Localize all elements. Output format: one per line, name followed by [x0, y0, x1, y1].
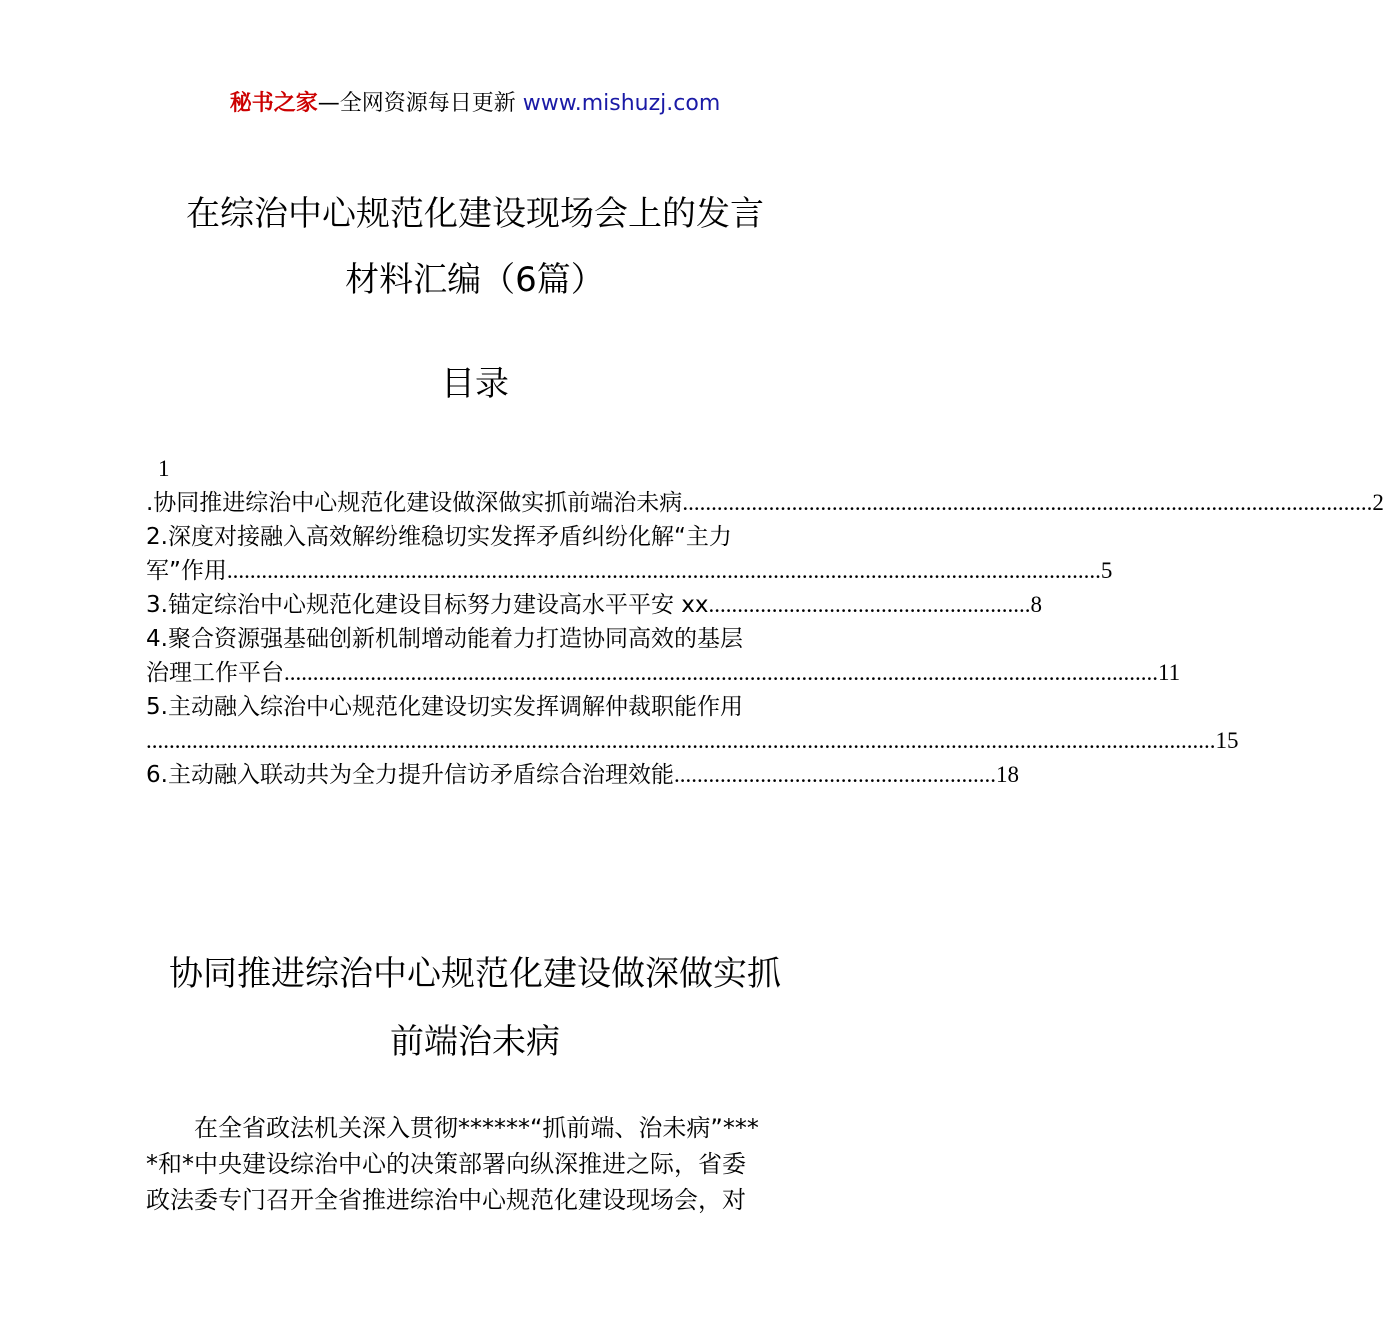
- site-url-link[interactable]: www.mishuzj.com: [522, 91, 721, 116]
- site-banner: [0, 88, 950, 120]
- toc-item-6-title: 6.主动融入联动共为全力提升信访矛盾综合治理效能: [146, 762, 674, 788]
- toc-item-1-number: 1: [158, 456, 170, 481]
- leader-dots: ........................................................................................................................: [682, 490, 1373, 515]
- leader-dots: ..........................................................................................................................................................................................: [146, 728, 1216, 753]
- leader-dots: ........................................................: [708, 592, 1031, 617]
- toc-item-4-line-2[interactable]: [146, 656, 1181, 690]
- paragraph-line-2: *和*中央建设综治中心的决策部署向纵深推进之际，省委: [146, 1150, 746, 1178]
- paragraph-line-3: 政法委专门召开全省推进综治中心规范化建设现场会，对: [146, 1186, 746, 1214]
- leader-dots: ........................................................: [673, 762, 996, 787]
- paragraph-line-1: 在全省政法机关深入贯彻******“抓前端、治未病”***: [194, 1114, 759, 1142]
- toc-item-2-page: 5: [1100, 558, 1113, 583]
- toc-item-4-page: 11: [1158, 660, 1181, 685]
- banner-tagline: —全网资源每日更新: [317, 91, 523, 116]
- toc-item-2-title-line-2: 军”作用: [146, 558, 227, 584]
- toc-item-4-line-1[interactable]: [146, 622, 806, 656]
- leader-dots: ........................................................................................................................................................: [226, 558, 1101, 583]
- toc-item-6-page: 18: [995, 762, 1019, 787]
- article-paragraph: [146, 1110, 806, 1218]
- toc-item-4-title-line-1: 4.聚合资源强基础创新机制增动能着力打造协同高效的基层: [146, 626, 743, 652]
- document-title-line-1: 在综治中心规范化建设现场会上的发言: [186, 194, 764, 234]
- toc-item-1[interactable]: [146, 486, 1384, 520]
- article-title-line-1: 协同推进综治中心规范化建设做深做实抓: [169, 954, 781, 994]
- leader-dots: ........................................................................................................................................................: [284, 660, 1158, 685]
- toc-item-2-title-line-1: 2.深度对接融入高效解纷维稳切实发挥矛盾纠纷化解“主力: [146, 524, 732, 550]
- toc-item-4-title-line-2: 治理工作平台: [146, 660, 284, 686]
- toc-item-1-page: 2: [1372, 490, 1384, 515]
- toc-item-5-title-line-1: 5.主动融入综治中心规范化建设切实发挥调解仲裁职能作用: [146, 694, 743, 720]
- toc-item-2-line-1[interactable]: [146, 520, 806, 554]
- toc-item-1-title: .协同推进综治中心规范化建设做深做实抓前端治未病: [146, 490, 683, 516]
- toc-item-5-line-2[interactable]: [146, 724, 1239, 758]
- toc-item-3[interactable]: [146, 588, 1042, 622]
- toc-item-6[interactable]: [146, 758, 1019, 792]
- toc-item-3-title: 3.锚定综治中心规范化建设目标努力建设高水平平安 xx: [146, 592, 709, 618]
- document-title-line-2: 材料汇编（6篇）: [345, 260, 605, 300]
- article-title-line-2: 前端治未病: [390, 1022, 560, 1062]
- toc-item-2-line-2[interactable]: [146, 554, 1113, 588]
- toc-item-5-line-1[interactable]: [146, 690, 806, 724]
- brand-name: 秘书之家: [229, 91, 318, 116]
- toc-item-3-page: 8: [1030, 592, 1042, 617]
- toc-item-5-page: 15: [1215, 728, 1239, 753]
- toc-heading: 目录: [441, 364, 509, 404]
